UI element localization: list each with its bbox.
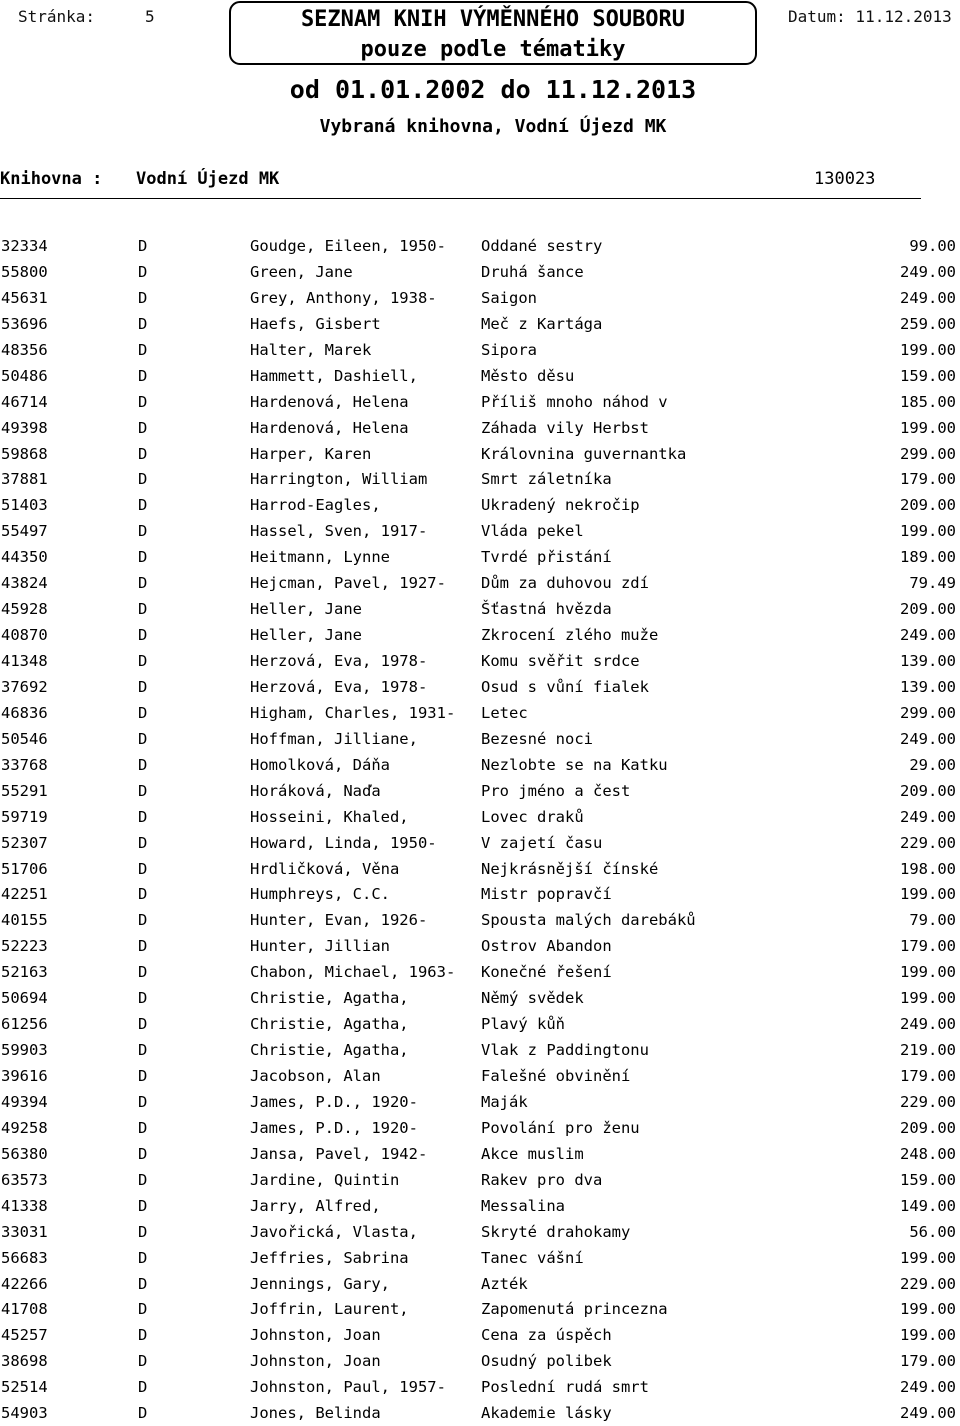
book-id: 50486 [1,366,48,385]
table-row [0,1037,960,1063]
book-author: Jeffries, Sabrina [250,1248,409,1267]
table-row [0,726,960,752]
book-author: Johnston, Paul, 1957- [250,1378,446,1397]
book-title: Skryté drahokamy [481,1222,631,1241]
book-id: 51403 [1,496,48,515]
table-row [0,233,960,259]
book-title: Nejkrásnější čínské [481,859,659,878]
book-type: D [138,392,148,411]
book-author: Jacobson, Alan [250,1067,381,1085]
table-row [0,415,960,441]
table-row [0,1245,960,1271]
table-row [0,700,960,726]
book-author: Jardine, Quintin [250,1170,400,1189]
book-title: Maják [481,1092,528,1111]
book-price: 198.00 [900,859,956,878]
book-type: D [138,444,148,463]
book-author: Chabon, Michael, 1963- [250,963,456,982]
table-row [0,881,960,907]
book-id: 43824 [1,574,48,593]
table-row [0,674,960,700]
book-title: Vláda pekel [481,522,584,541]
book-id: 54903 [1,1404,48,1423]
book-author: Harrington, William [250,470,428,489]
table-row [0,622,960,648]
book-author: Hoffman, Jilliane, [250,729,418,748]
table-row [0,1115,960,1141]
library-code: 130023 [814,169,876,189]
book-author: Howard, Linda, 1950- [250,833,437,852]
book-id: 52163 [1,963,48,982]
book-author: Hunter, Evan, 1926- [250,911,428,930]
book-type: D [138,340,148,359]
book-id: 59868 [1,444,48,463]
book-author: Joffrin, Laurent, [250,1300,409,1319]
book-id: 49398 [1,418,48,437]
book-title: Tanec vášní [481,1248,584,1267]
book-id: 32334 [1,237,48,255]
date-period: od 01.01.2002 do 11.12.2013 [289,75,697,104]
book-id: 46714 [1,392,48,411]
table-row [0,1089,960,1115]
book-author: Herzová, Eva, 1978- [250,677,428,696]
book-price: 179.00 [900,1352,956,1371]
selected-library: Vybraná knihovna, Vodní Újezd MK [319,116,667,137]
book-price: 189.00 [900,548,956,567]
book-price: 209.00 [900,1118,956,1137]
book-title: Meč z Kartága [481,314,603,333]
book-price: 259.00 [900,314,956,333]
table-row [0,259,960,285]
book-id: 55291 [1,781,48,800]
book-author: Heller, Jane [250,626,362,645]
book-id: 50546 [1,729,48,748]
book-title: Pro jméno a čest [481,781,631,800]
book-title: Němý svědek [481,989,584,1008]
book-title: Poslední rudá smrt [481,1378,649,1397]
book-id: 56380 [1,1144,48,1163]
table-row [0,466,960,492]
book-type: D [138,1092,148,1111]
book-author: Horáková, Naďa [250,781,381,800]
table-row [0,311,960,337]
table-row [0,1322,960,1348]
book-price: 199.00 [900,1248,956,1267]
table-row [0,907,960,933]
book-title: Tvrdé přistání [481,548,612,567]
book-price: 199.00 [900,1300,956,1319]
book-title: Osudný polibek [481,1352,612,1371]
book-type: D [138,262,148,281]
book-price: 199.00 [900,1326,956,1345]
book-id: 48356 [1,340,48,359]
book-title: Oddané sestry [481,237,603,255]
book-type: D [138,677,148,696]
table-row [0,570,960,596]
book-type: D [138,288,148,307]
book-price: 249.00 [900,1378,956,1397]
book-price: 199.00 [900,418,956,437]
book-author: Jansa, Pavel, 1942- [250,1144,428,1163]
book-price: 299.00 [900,444,956,463]
book-price: 159.00 [900,1170,956,1189]
table-row [0,1219,960,1245]
book-price: 185.00 [900,392,956,411]
book-title: Záhada vily Herbst [481,418,649,437]
book-author: Hosseini, Khaled, [250,807,409,826]
book-price: 199.00 [900,340,956,359]
report-date: Datum: 11.12.2013 [788,7,952,26]
book-author: Hardenová, Helena [250,392,409,411]
table-row [0,1374,960,1400]
book-price: 249.00 [900,288,956,307]
book-id: 45631 [1,288,48,307]
book-author: Christie, Agatha, [250,1015,409,1034]
book-title: Osud s vůní fialek [481,677,649,696]
book-type: D [138,937,148,956]
book-author: James, P.D., 1920- [250,1118,418,1137]
book-price: 139.00 [900,652,956,670]
book-id: 42251 [1,885,48,904]
book-id: 49394 [1,1092,48,1111]
book-type: D [138,807,148,826]
book-title: Zkrocení zlého muže [481,626,659,645]
book-type: D [138,989,148,1008]
book-type: D [138,781,148,800]
book-type: D [138,1041,148,1060]
book-type: D [138,1067,148,1085]
book-id: 50694 [1,989,48,1008]
book-list [0,233,960,1426]
book-title: Druhá šance [481,262,584,281]
book-price: 199.00 [900,885,956,904]
book-author: Hunter, Jillian [250,937,390,956]
book-author: Harrod-Eagles, [250,496,381,515]
book-price: 99.00 [909,237,956,255]
book-title: Povolání pro ženu [481,1118,640,1137]
book-id: 40155 [1,911,48,930]
book-title: Vlak z Paddingtonu [481,1041,649,1060]
book-type: D [138,548,148,567]
book-price: 299.00 [900,703,956,722]
table-row [0,1011,960,1037]
book-price: 79.00 [909,911,956,930]
book-title: Mistr popravčí [481,885,612,904]
book-author: Jennings, Gary, [250,1274,390,1293]
page-number: 5 [145,7,155,26]
header-divider [0,198,921,199]
book-type: D [138,1144,148,1163]
book-price: 209.00 [900,781,956,800]
book-price: 229.00 [900,1092,956,1111]
table-row [0,1063,960,1089]
book-price: 249.00 [900,729,956,748]
book-title: Akce muslim [481,1144,584,1163]
book-type: D [138,1404,148,1423]
book-type: D [138,1326,148,1345]
book-id: 44350 [1,548,48,567]
book-id: 33768 [1,755,48,774]
table-row [0,441,960,467]
book-id: 53696 [1,314,48,333]
table-row [0,544,960,570]
book-title: Falešné obvinění [481,1067,631,1085]
book-id: 52223 [1,937,48,956]
report-subtitle: pouze podle tématiky [360,37,626,62]
book-type: D [138,1170,148,1189]
book-id: 37692 [1,677,48,696]
book-title: Smrt záletníka [481,470,612,489]
book-title: Rakev pro dva [481,1170,603,1189]
book-title: Ukradený nekročip [481,496,640,515]
table-row [0,1141,960,1167]
book-title: Letec [481,703,528,722]
book-type: D [138,1015,148,1034]
book-author: Christie, Agatha, [250,1041,409,1060]
book-price: 149.00 [900,1196,956,1215]
table-row [0,1193,960,1219]
book-price: 199.00 [900,989,956,1008]
table-row [0,1348,960,1374]
book-author: James, P.D., 1920- [250,1092,418,1111]
book-author: Heitmann, Lynne [250,548,390,567]
book-id: 42266 [1,1274,48,1293]
book-title: Město děsu [481,366,575,385]
book-author: Hassel, Sven, 1917- [250,522,428,541]
book-title: Bezesné noci [481,729,593,748]
table-row [0,363,960,389]
book-price: 249.00 [900,626,956,645]
book-type: D [138,755,148,774]
book-type: D [138,626,148,645]
book-title: Lovec draků [481,807,584,826]
book-price: 179.00 [900,1067,956,1085]
book-price: 79.49 [909,574,956,593]
table-row [0,752,960,778]
book-type: D [138,1352,148,1371]
book-type: D [138,600,148,619]
book-type: D [138,1274,148,1293]
book-price: 248.00 [900,1144,956,1163]
book-price: 229.00 [900,833,956,852]
book-type: D [138,237,148,255]
book-type: D [138,833,148,852]
book-type: D [138,574,148,593]
book-title: V zajetí času [481,833,603,852]
book-author: Halter, Marek [250,340,372,359]
book-author: Hammett, Dashiell, [250,366,418,385]
book-type: D [138,652,148,670]
book-type: D [138,366,148,385]
book-id: 55497 [1,522,48,541]
book-type: D [138,1378,148,1397]
book-price: 249.00 [900,1015,956,1034]
book-price: 56.00 [909,1222,956,1241]
report-title-box [229,1,757,65]
book-title: Spousta malých darebáků [481,911,696,930]
book-author: Javořická, Vlasta, [250,1222,418,1241]
book-author: Johnston, Joan [250,1352,381,1371]
book-price: 249.00 [900,262,956,281]
book-author: Hardenová, Helena [250,418,409,437]
book-author: Grey, Anthony, 1938- [250,288,437,307]
book-price: 159.00 [900,366,956,385]
library-name: Vodní Újezd MK [136,169,280,189]
book-title: Messalina [481,1196,565,1215]
book-id: 52514 [1,1378,48,1397]
book-title: Zapomenutá princezna [481,1300,668,1319]
book-author: Higham, Charles, 1931- [250,703,456,722]
table-row [0,804,960,830]
book-type: D [138,418,148,437]
book-id: 39616 [1,1067,48,1085]
book-id: 46836 [1,703,48,722]
book-type: D [138,470,148,489]
book-title: Příliš mnoho náhod v [481,392,668,411]
book-author: Jarry, Alfred, [250,1196,381,1215]
book-author: Haefs, Gisbert [250,314,381,333]
table-row [0,985,960,1011]
table-row [0,959,960,985]
table-row [0,1271,960,1297]
page-label: Stránka: [18,7,96,26]
book-title: Azték [481,1274,528,1293]
book-id: 49258 [1,1118,48,1137]
book-price: 29.00 [909,755,956,774]
book-price: 249.00 [900,1404,956,1423]
book-price: 229.00 [900,1274,956,1293]
table-row [0,933,960,959]
book-author: Green, Jane [250,262,353,281]
book-title: Plavý kůň [481,1015,565,1034]
book-author: Heller, Jane [250,600,362,619]
book-type: D [138,859,148,878]
book-type: D [138,1196,148,1215]
book-type: D [138,522,148,541]
book-author: Goudge, Eileen, 1950- [250,237,446,255]
book-price: 179.00 [900,937,956,956]
book-id: 45928 [1,600,48,619]
book-type: D [138,885,148,904]
book-id: 56683 [1,1248,48,1267]
book-id: 45257 [1,1326,48,1345]
table-row [0,389,960,415]
book-type: D [138,1222,148,1241]
book-title: Ostrov Abandon [481,937,612,956]
book-author: Herzová, Eva, 1978- [250,652,428,670]
book-title: Šťastná hvězda [481,600,612,619]
book-price: 209.00 [900,600,956,619]
book-id: 55800 [1,262,48,281]
table-row [0,830,960,856]
book-price: 199.00 [900,963,956,982]
table-row [0,778,960,804]
table-row [0,1400,960,1426]
book-id: 51706 [1,859,48,878]
book-id: 38698 [1,1352,48,1371]
book-id: 63573 [1,1170,48,1189]
book-price: 209.00 [900,496,956,515]
book-price: 219.00 [900,1041,956,1060]
book-author: Homolková, Dáňa [250,755,390,774]
book-title: Konečné řešení [481,963,612,982]
book-id: 41338 [1,1196,48,1215]
book-type: D [138,1300,148,1319]
book-price: 199.00 [900,522,956,541]
book-title: Akademie lásky [481,1404,612,1423]
table-row [0,1296,960,1322]
book-id: 52307 [1,833,48,852]
book-title: Královnina guvernantka [481,444,687,463]
book-title: Komu svěřit srdce [481,652,640,670]
book-title: Cena za úspěch [481,1326,612,1345]
table-row [0,648,960,674]
table-row [0,856,960,882]
book-type: D [138,729,148,748]
book-type: D [138,1118,148,1137]
book-id: 33031 [1,1222,48,1241]
book-author: Hejcman, Pavel, 1927- [250,574,446,593]
book-author: Johnston, Joan [250,1326,381,1345]
table-row [0,285,960,311]
book-type: D [138,314,148,333]
book-author: Humphreys, C.C. [250,885,390,904]
book-title: Sipora [481,340,537,359]
book-price: 179.00 [900,470,956,489]
table-row [0,337,960,363]
book-price: 139.00 [900,677,956,696]
book-author: Hrdličková, Věna [250,859,400,878]
book-title: Nezlobte se na Katku [481,755,668,774]
table-row [0,518,960,544]
book-author: Jones, Belinda [250,1404,381,1423]
book-id: 40870 [1,626,48,645]
book-price: 249.00 [900,807,956,826]
report-title: SEZNAM KNIH VÝMĚNNÉHO SOUBORU [300,7,686,32]
book-id: 61256 [1,1015,48,1034]
book-author: Harper, Karen [250,444,372,463]
library-label: Knihovna : [0,169,103,189]
book-type: D [138,703,148,722]
book-type: D [138,963,148,982]
book-type: D [138,911,148,930]
book-id: 59903 [1,1041,48,1060]
book-id: 59719 [1,807,48,826]
book-title: Saigon [481,288,537,307]
book-id: 41348 [1,652,48,670]
table-row [0,596,960,622]
book-author: Christie, Agatha, [250,989,409,1008]
book-type: D [138,496,148,515]
book-id: 41708 [1,1300,48,1319]
table-row [0,492,960,518]
book-title: Dům za duhovou zdí [481,574,649,593]
table-row [0,1167,960,1193]
book-type: D [138,1248,148,1267]
book-id: 37881 [1,470,48,489]
